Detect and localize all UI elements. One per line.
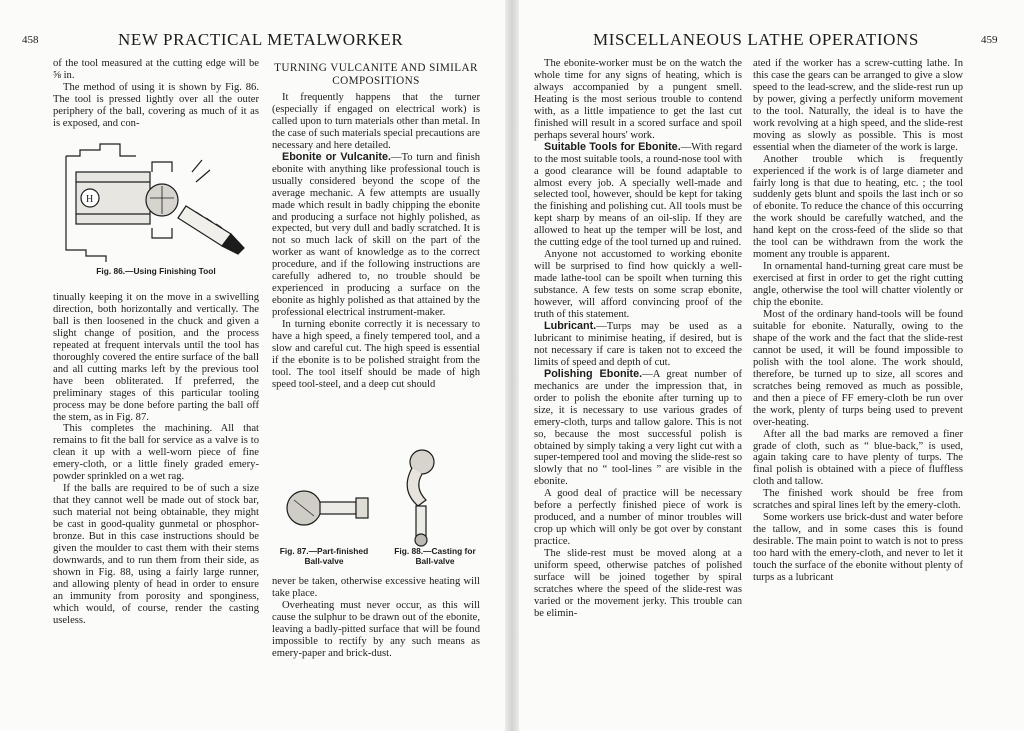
page-number-left: 458 xyxy=(22,34,39,46)
ball-valve-illustrations xyxy=(272,448,482,548)
paragraph xyxy=(534,142,742,250)
running-head-left: NEW PRACTICAL METALWORKER xyxy=(118,30,404,49)
paragraph xyxy=(534,321,742,369)
book-gutter xyxy=(505,0,519,731)
left-column-1-continued xyxy=(53,292,259,627)
paragraph: Overheating must never occur, as this will cause the sulphur to be drawn out of the ebonite, leaving a badly-pitted surface that will be found impossible to rectify by any such means as emery-paper and brick-dust. xyxy=(272,599,480,659)
paragraph-text: —To turn and finish ebonite with anything like professional touch is usually considered beyond the scope of the average mechanic. A few attempts are usually made which result in badly chipping the ebonite and producing a surface not highly polished, as expected, but very dull and badly scratched. It is not so much lack of skill on the part of the worker as want of knowledge as to the correct procedure, and if the following instructions are carefully adhered to, no trouble should be experienced in producing a surface on the ebonite as highly polished as that attained by the professional electrical instrument-maker. xyxy=(272,151,480,319)
right-column-2 xyxy=(753,58,963,584)
paragraph: In ornamental hand-turning great care must be exercised at first in order to get the right cutting angle, otherwise the tool will chatter violently or chip the ebonite. xyxy=(753,261,963,309)
finishing-tool-illustration xyxy=(56,142,256,262)
subheading: Ebonite or Vulcanite. xyxy=(282,150,391,163)
paragraph: After all the bad marks are removed a finer grade of cloth, such as “ blue-back,” is used, again taking care to have plenty of turps. The final polish is obtained with a piece of fluffless cloth and tallow. xyxy=(753,428,963,488)
figure-86 xyxy=(56,142,256,277)
paragraph: The method of using it is shown by Fig. 86. The tool is pressed lightly over all the outer periphery of the ball, covering as much of it as is exposed, and con- xyxy=(53,81,259,129)
paragraph: Most of the ordinary hand-tools will be found suitable for ebonite. Naturally, owing to the shape of the work and the fact that the slide-rest cannot be used, it will be found impossible to polish with the tool alone. The work should, therefore, be turned up to size, all scores and scratches being removed as much as possible, and then a piece of FF emery-cloth be run over the work, plenty of turps being used to prevent over-heating. xyxy=(753,309,963,428)
page-number-right: 459 xyxy=(981,34,998,46)
paragraph xyxy=(272,152,480,319)
left-column-2 xyxy=(272,58,480,391)
figures-87-88 xyxy=(272,448,482,570)
paragraph: It frequently happens that the turner (especially if engaged on electrical work) is called upon to turn materials other than metal. In the case of such materials special precautions are necessary and here detailed. xyxy=(272,92,480,151)
paragraph: A good deal of practice will be necessary before a perfectly finished piece of work is produced, and a number of minor troubles will crop up which will only be got over by constant practice. xyxy=(534,488,742,548)
running-head-right: MISCELLANEOUS LATHE OPERATIONS xyxy=(593,30,919,49)
paragraph: This completes the machining. All that remains to fit the ball for service as a valve is to clean it up with a well-worn piece of fine emery-cloth, or a little finely graded emery-powder sprinkled on a wet rag. xyxy=(53,423,259,483)
section-heading: TURNING VULCANITE AND SIMILAR COMPOSITIONS xyxy=(274,62,478,87)
left-column-2-continued xyxy=(272,576,480,660)
figure-87-caption: Fig. 87.—Part-finished Ball-valve xyxy=(279,546,369,566)
paragraph: of the tool measured at the cutting edge will be ⅝ in. xyxy=(53,58,259,81)
paragraph-text: —With regard to the most suitable tools, a round-nose tool with a good clearance will be found adaptable to almost every job. A specially well-made and selected tool, however, should be kept for taking the finishing and polishing cut. All tools must be kept sharp by means of an oil-slip. If they are allowed to heat up the temper will be lost, and the cutting edge of the tool turned up and ruined. xyxy=(534,141,742,249)
paragraph: The ebonite-worker must be on the watch the whole time for any signs of heating, which is always accompanied by a pungent smell. Heating is the most serious trouble to contend with, as a little impatience to get the last cut finished will result in a scored surface and spoil perhaps several hours' work. xyxy=(534,58,742,141)
svg-text:H: H xyxy=(86,194,94,205)
paragraph: Anyone not accustomed to working ebonite will be surprised to find how quickly a well-made lathe-tool can be spoilt when turning this substance. A few tests on some scrap ebonite, however, will afford convincing proof of the truth of this statement. xyxy=(534,249,742,321)
paragraph: tinually keeping it on the move in a swivelling direction, both horizontally and vertically. The ball is then loosened in the chuck and given a slight change of position, and the process repeated at frequent intervals until the tool has thoroughly covered the entire surface of the ball and all cutting marks left by the previous tool have been obliterated. If preferred, the preliminary stages of this particular tooling process may be done before parting the ball off the stem, as in Fig. 87. xyxy=(53,292,259,423)
figure-88-caption: Fig. 88.—Casting for Ball-valve xyxy=(394,546,476,566)
paragraph: In turning ebonite correctly it is necessary to have a high speed, a finely tempered tool, and a slow and careful cut. The high speed is essential if the ebonite is to be polished straight from the tool. The tool itself should be made of high speed tool-steel, and a deep cut should xyxy=(272,319,480,390)
paragraph: The finished work should be free from scratches and spiral lines left by the emery-cloth. xyxy=(753,488,963,512)
right-page xyxy=(519,0,1024,731)
paragraph-text: —A great number of mechanics are under the impression that, in order to polish the ebonite after turning up to size, it is necessary to use various grades of emery-cloth, turps and tallow galore. This is not so, because the most successful polish is obtained by simply taking a very light cut with a super-tempered tool and moving the slide-rest so slowly that no “ tool-lines ” are visible in the ebonite. xyxy=(534,368,742,488)
paragraph: Another trouble which is frequently experienced if the work is of large diameter and fairly long is that due to heating, etc. ; the tool suddenly gets blunt and spoils the last inch or so of ebonite. To reduce the chance of this occurring the work should be carefully watched, and the hand kept on the cross-feed of the slide so that the tool can be withdrawn from the work the moment any trouble is apparent. xyxy=(753,153,963,261)
subheading: Suitable Tools for Ebonite. xyxy=(544,140,681,153)
paragraph xyxy=(534,369,742,489)
left-page xyxy=(0,0,505,731)
paragraph: Some workers use brick-dust and water before the tallow, and in some cases this is found desirable. The main point to watch is not to press too hard with the emery-cloth, and never to let it touch the surface of the ebonite without plenty of turps as a lubricant xyxy=(753,512,963,583)
paragraph: The slide-rest must be moved along at a uniform speed, otherwise patches of polished surface will be joined together by spiral scratches where the speed of the slide-rest was varied or the movement jerky. This trouble can be elimin- xyxy=(534,548,742,619)
paragraph: If the balls are required to be of such a size that they cannot well be made out of stock bar, such material not being obtainable, they might be cast in good-quality gunmetal or phosphor-bronze. But in this case instructions should be given the moulder to cast them with their stems downwards, and to run them from their side, as shown in Fig. 88, using a fairly large runner, and allowing plenty of head in order to ensure an immunity from porosity and sponginess, which would, of course, render the casting useless. xyxy=(53,483,259,626)
paragraph-text: —Turps may be used as a lubricant to minimise heating, if desired, but is not necessary if care is taken not to exceed the limits of speed and depth of cut. xyxy=(534,320,742,368)
subheading: Lubricant. xyxy=(544,319,597,332)
paragraph: never be taken, otherwise excessive heating will take place. xyxy=(272,576,480,599)
figure-86-caption: Fig. 86.—Using Finishing Tool xyxy=(96,266,216,276)
subheading: Polishing Ebonite. xyxy=(544,367,643,380)
left-column-1 xyxy=(53,58,259,130)
right-column-1 xyxy=(534,58,742,620)
paragraph: ated if the worker has a screw-cutting lathe. In this case the gears can be arranged to give a slow speed to the lead-screw, and the slide-rest run up by power, giving a perfectly uniform movement to the tool. Naturally, the ideal is to have the work revolving at a high speed, and the slide-rest moving as slowly as possible. This is most essential when the diameter of the work is large. xyxy=(753,58,963,153)
